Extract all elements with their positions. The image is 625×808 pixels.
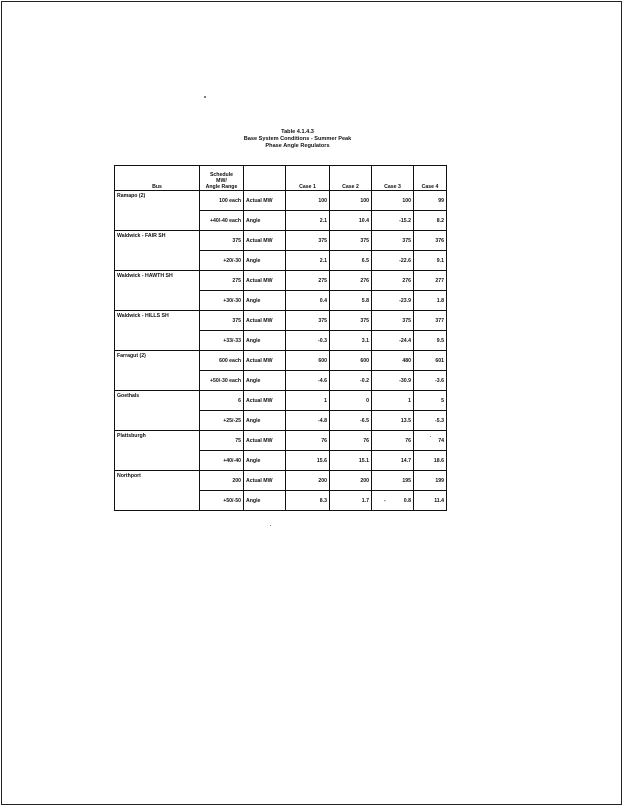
- row-label: Actual MW: [244, 351, 286, 371]
- row-label: Angle: [244, 491, 286, 511]
- case-value: 76: [330, 431, 372, 451]
- table-row: [115, 271, 447, 291]
- mw-schedule: 200: [200, 471, 244, 491]
- angle-range: +33/-33: [200, 331, 244, 351]
- case-value: 14.7: [372, 451, 414, 471]
- row-label: Angle: [244, 411, 286, 431]
- case-value: 195: [372, 471, 414, 491]
- row-label: Angle: [244, 451, 286, 471]
- mw-schedule: 375: [200, 311, 244, 331]
- case-value: 375: [330, 231, 372, 251]
- table-row: [115, 231, 447, 251]
- table-row: [115, 431, 447, 451]
- case-value: -5.3: [414, 411, 447, 431]
- case-value: 0.4: [286, 291, 330, 311]
- case-value-extra: 0.8: [403, 497, 411, 504]
- case-value: 375: [286, 231, 330, 251]
- angle-range: +40/-40: [200, 451, 244, 471]
- case-value: 100: [286, 191, 330, 211]
- case-value: 1: [286, 391, 330, 411]
- row-label: Angle: [244, 291, 286, 311]
- header-case1: Case 1: [286, 166, 330, 191]
- case-value: -24.4: [372, 331, 414, 351]
- table-row: [115, 471, 447, 491]
- row-label: Actual MW: [244, 191, 286, 211]
- angle-range: +40/-40 each: [200, 211, 244, 231]
- case-value: -23.9: [372, 291, 414, 311]
- case-value: 100: [330, 191, 372, 211]
- case-value: 9.5: [414, 331, 447, 351]
- case-value: 601: [414, 351, 447, 371]
- case-value: 276: [372, 271, 414, 291]
- table-subtitle: Base System Conditions - Summer Peak: [243, 136, 352, 142]
- scan-speck: [270, 525, 271, 526]
- case-value: 600: [330, 351, 372, 371]
- case-value: 375: [330, 311, 372, 331]
- phase-angle-regulator-table: [114, 165, 447, 511]
- angle-range: +20/-30: [200, 251, 244, 271]
- case-value: [372, 491, 414, 511]
- case-value: 18.6: [414, 451, 447, 471]
- case-value: 11.4: [414, 491, 447, 511]
- case-value: 10.4: [330, 211, 372, 231]
- dash-mark: -: [384, 497, 386, 504]
- header-type: [244, 166, 286, 191]
- case-value: 2.1: [286, 251, 330, 271]
- row-label: Actual MW: [244, 391, 286, 411]
- bus-name: Plattsburgh: [115, 431, 200, 471]
- mw-schedule: 600 each: [200, 351, 244, 371]
- row-label: Angle: [244, 371, 286, 391]
- row-label: Actual MW: [244, 431, 286, 451]
- case-value: 100: [372, 191, 414, 211]
- bus-name: Waldwick - HILLS SH: [115, 311, 200, 351]
- row-label: Actual MW: [244, 231, 286, 251]
- case-value: 375: [372, 231, 414, 251]
- case-value: 376: [414, 231, 447, 251]
- case-value: 375: [286, 311, 330, 331]
- case-value: 74: [414, 431, 447, 451]
- table-title: Table 4.1.4.3: [281, 129, 314, 135]
- mw-schedule: 75: [200, 431, 244, 451]
- bus-name: Ramapo (2): [115, 191, 200, 231]
- angle-range: +50/-50: [200, 491, 244, 511]
- scan-speck: [204, 96, 206, 98]
- header-schedule-line1: Schedule: [209, 172, 234, 178]
- case-value: 76: [286, 431, 330, 451]
- header-case2: Case 2: [330, 166, 372, 191]
- case-value: -0.3: [286, 331, 330, 351]
- case-value: 3.1: [330, 331, 372, 351]
- case-value: 8.2: [414, 211, 447, 231]
- case-value: -4.8: [286, 411, 330, 431]
- angle-range: +25/-25: [200, 411, 244, 431]
- angle-range: +30/-30: [200, 291, 244, 311]
- header-schedule-line2: MW/: [216, 178, 227, 184]
- case-value: 5: [414, 391, 447, 411]
- row-label: Actual MW: [244, 471, 286, 491]
- mw-schedule: 275: [200, 271, 244, 291]
- case-value: 199: [414, 471, 447, 491]
- case-value: -6.5: [330, 411, 372, 431]
- case-value: -3.6: [414, 371, 447, 391]
- case-value: 600: [286, 351, 330, 371]
- header-case3: Case 3: [372, 166, 414, 191]
- case-value: 13.5: [372, 411, 414, 431]
- case-value: -15.2: [372, 211, 414, 231]
- case-value: 15.1: [330, 451, 372, 471]
- case-value: 377: [414, 311, 447, 331]
- case-value: 5.8: [330, 291, 372, 311]
- case-value: 9.1: [414, 251, 447, 271]
- table-row: [115, 391, 447, 411]
- mw-schedule: 6: [200, 391, 244, 411]
- case-value: 1.7: [330, 491, 372, 511]
- row-label: Actual MW: [244, 271, 286, 291]
- case-value: 375: [372, 311, 414, 331]
- case-value: 200: [286, 471, 330, 491]
- row-label: Angle: [244, 211, 286, 231]
- case-value: -30.9: [372, 371, 414, 391]
- case-value: 480: [372, 351, 414, 371]
- case-value: -4.6: [286, 371, 330, 391]
- case-value: 1: [372, 391, 414, 411]
- bus-name: Northport: [115, 471, 200, 511]
- case-value: 15.6: [286, 451, 330, 471]
- header-schedule-line3: Angle Range: [205, 184, 238, 190]
- case-value: 200: [330, 471, 372, 491]
- row-label: Angle: [244, 251, 286, 271]
- case-value: 276: [330, 271, 372, 291]
- table-row: [115, 351, 447, 371]
- case-value: 1.8: [414, 291, 447, 311]
- case-value: 277: [414, 271, 447, 291]
- case-value: 6.5: [330, 251, 372, 271]
- case-value: 0: [330, 391, 372, 411]
- bus-name: Waldwick - HAWTH SH: [115, 271, 200, 311]
- row-label: Angle: [244, 331, 286, 351]
- case-value: -0.2: [330, 371, 372, 391]
- header-row: [115, 166, 447, 191]
- bus-name: Waldwick - FAIR SH: [115, 231, 200, 271]
- case-value: 99: [414, 191, 447, 211]
- case-value: -22.6: [372, 251, 414, 271]
- bus-name: Goethals: [115, 391, 200, 431]
- header-bus: Bus: [115, 166, 200, 191]
- table-row: [115, 191, 447, 211]
- mw-schedule: 375: [200, 231, 244, 251]
- case-value: 2.1: [286, 211, 330, 231]
- case-value: 76: [372, 431, 414, 451]
- header-case4: Case 4: [414, 166, 447, 191]
- angle-range: +50/-30 each: [200, 371, 244, 391]
- table-row: [115, 311, 447, 331]
- case-value: 8.3: [286, 491, 330, 511]
- bus-name: Farragut (2): [115, 351, 200, 391]
- case-value: 275: [286, 271, 330, 291]
- table-caption: Phase Angle Regulators: [265, 143, 330, 149]
- row-label: Actual MW: [244, 311, 286, 331]
- header-schedule: [200, 166, 244, 191]
- mw-schedule: 100 each: [200, 191, 244, 211]
